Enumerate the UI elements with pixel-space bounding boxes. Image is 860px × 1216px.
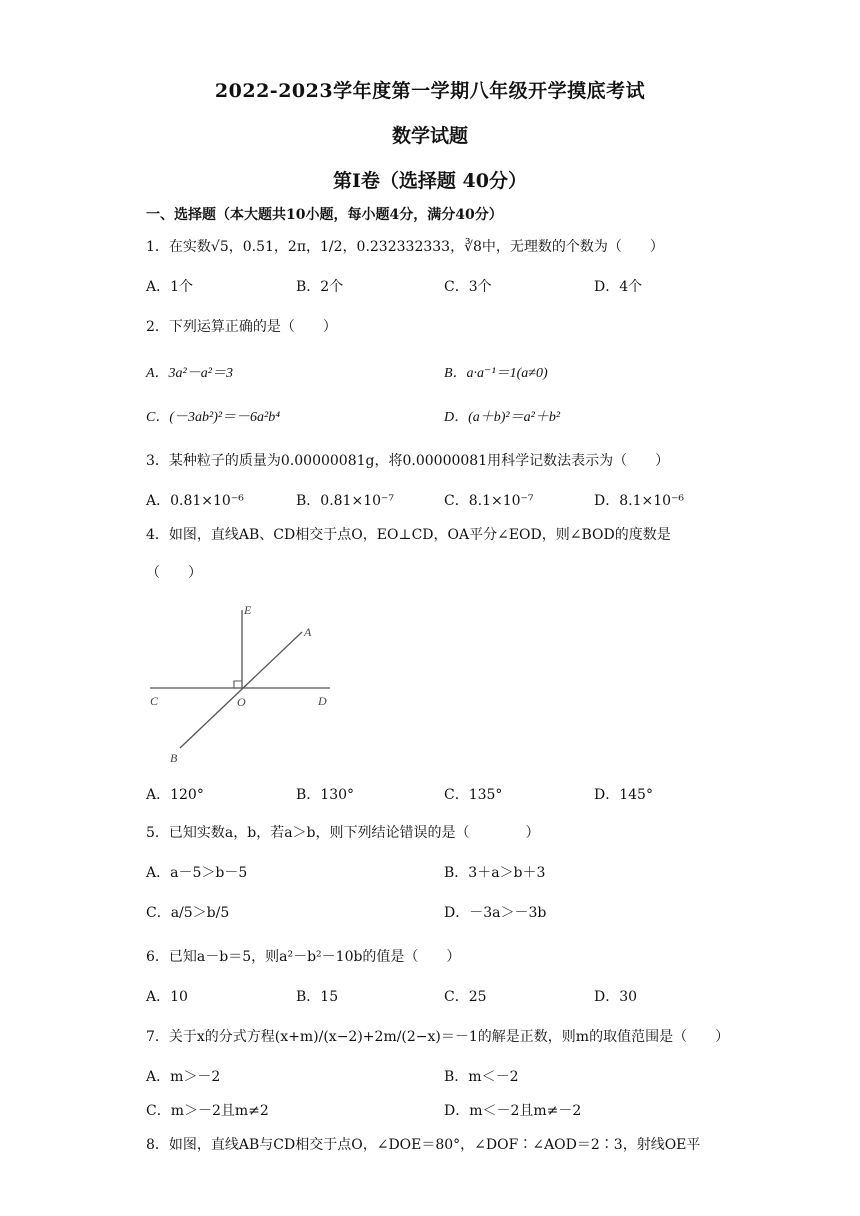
q6-option-a: A．10 [146, 989, 188, 1005]
q3-option-b: B．0.81×10⁻⁷ [296, 493, 395, 509]
q4-option-b: B．130° [296, 787, 355, 803]
q6-option-c: C．25 [444, 989, 487, 1005]
question-6-stem: 6．已知a－b＝5，则a²－b²－10b的值是（ ） [146, 949, 461, 965]
q5-option-b: B．3＋a＞b＋3 [444, 865, 546, 881]
q7-option-c: C．m＞－2且m≠2 [146, 1103, 269, 1119]
question-2-stem: 2．下列运算正确的是（ ） [146, 319, 337, 335]
q7-option-a: A．m＞－2 [146, 1069, 221, 1085]
line-ab [180, 632, 302, 748]
question-4-stem: 4．如图，直线AB、CD相交于点O，EO⊥CD，OA平分∠EOD，则∠BOD的度数是 [146, 527, 671, 543]
label-o: O [237, 695, 246, 709]
label-a: A [304, 625, 312, 639]
q3-option-c: C．8.1×10⁻⁷ [444, 493, 534, 509]
q1-option-c: C．3个 [444, 279, 492, 295]
right-angle-mark [234, 681, 242, 688]
q6-option-b: B．15 [296, 989, 339, 1005]
q7-option-b: B．m＜－2 [444, 1069, 519, 1085]
question-1-stem: 1．在实数√5，0.51，2π，1/2，0.232332333，∛8中，无理数的个数为（ ） [146, 239, 664, 255]
label-b: B [170, 751, 178, 765]
part-title: 第Ⅰ卷（选择题 40分） [333, 170, 527, 192]
q1-option-b: B．2个 [296, 279, 344, 295]
question-5-stem: 5．已知实数a，b，若a＞b，则下列结论错误的是（ ） [146, 825, 540, 841]
q6-option-d: D．30 [594, 989, 638, 1005]
label-d: D [318, 694, 327, 708]
q4-option-c: C．135° [444, 787, 503, 803]
q5-option-d: D．－3a＞－3b [444, 905, 547, 921]
q4-option-a: A．120° [146, 787, 204, 803]
question-4-stem-cont: （ ） [146, 565, 202, 581]
section-heading: 一、选择题（本大题共10小题，每小题4分，满分40分） [146, 207, 503, 223]
q3-option-a: A．0.81×10⁻⁶ [146, 493, 244, 509]
label-e: E [244, 603, 252, 617]
angle-figure [140, 600, 340, 770]
label-c: C [150, 694, 159, 708]
q2-option-c: C．(－3ab²)²＝－6a²b⁴ [146, 410, 281, 425]
question-8-stem: 8．如图，直线AB与CD相交于点O，∠DOE＝80°，∠DOF∶∠AOD＝2∶3，射线OE平 [146, 1137, 701, 1153]
q5-option-c: C．a/5＞b/5 [146, 905, 230, 921]
q1-option-d: D．4个 [594, 279, 643, 295]
q2-option-a: A．3a²－a²＝3 [146, 366, 233, 381]
q7-option-d: D．m＜－2且m≠－2 [444, 1103, 582, 1119]
q2-option-d: D．(a＋b)²＝a²＋b² [444, 410, 561, 425]
q2-option-b: B．a·a⁻¹＝1(a≠0) [444, 366, 548, 381]
q5-option-a: A．a－5＞b－5 [146, 865, 248, 881]
exam-title: 2022-2023学年度第一学期八年级开学摸底考试 [214, 80, 646, 102]
q3-option-d: D．8.1×10⁻⁶ [594, 493, 685, 509]
q1-option-a: A．1个 [146, 279, 194, 295]
subject-title: 数学试题 [391, 125, 468, 147]
question-7-stem: 7．关于x的分式方程(x+m)/(x−2)+2m/(2−x)＝－1的解是正数，则m的取值范围是（ ） [146, 1029, 730, 1045]
question-3-stem: 3．某种粒子的质量为0.00000081g，将0.00000081用科学记数法表示为（ ） [146, 453, 670, 469]
q4-option-d: D．145° [594, 787, 653, 803]
